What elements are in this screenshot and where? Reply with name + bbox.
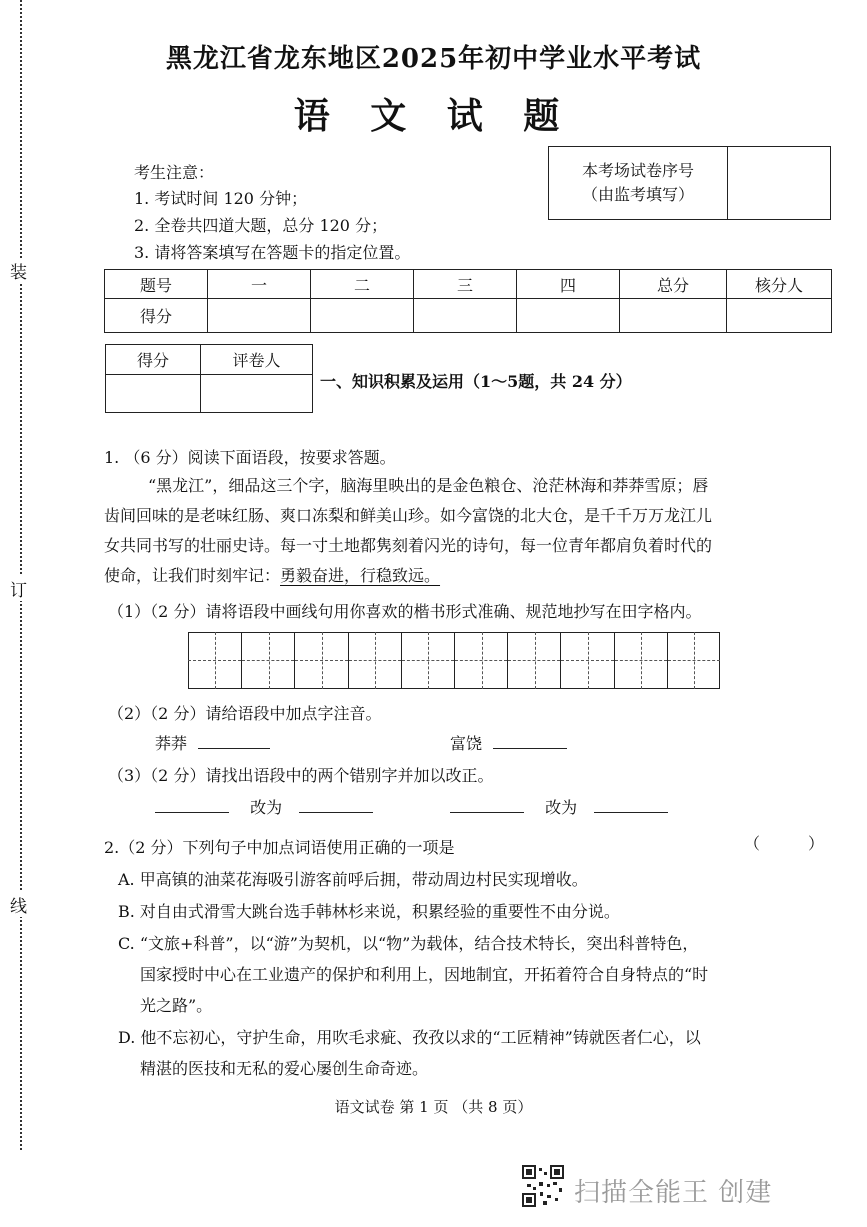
score-field[interactable] [414, 299, 517, 333]
score-header-cell: 核分人 [727, 270, 832, 299]
score-header-cell: 四 [517, 270, 620, 299]
score-field[interactable] [311, 299, 414, 333]
q2-option-c-line2: 国家授时中心在工业遗产的保护和利用上，因地制宜，开拓着符合自身特点的“时 [140, 965, 709, 984]
q1-sub2-item2 [450, 728, 567, 760]
section1-title: 一、知识积累及运用（1～5题，共 24 分） [320, 372, 632, 391]
q2-option-c-line1: C. “文旅+科普”，以“游”为契机，以“物”为载体，结合技术特长，突出科普特色， [118, 934, 699, 953]
pinyin-word-1: 莽莽 [155, 734, 188, 753]
scanner-watermark: 扫描全能王 创建 [574, 1178, 773, 1208]
q1-passage-line: “黑龙江”，细品这三个字，脑海里映出的是金色粮仓、沧茫林海和莽莽雪原；唇 [148, 476, 709, 495]
score-field[interactable] [208, 299, 311, 333]
q1-passage-last-line [104, 560, 440, 592]
tianzige-cell[interactable] [241, 632, 294, 689]
score-header-cell: 一 [208, 270, 311, 299]
seat-number-field[interactable] [728, 147, 831, 220]
score-field[interactable] [517, 299, 620, 333]
score-field[interactable] [620, 299, 727, 333]
tianzige-cell[interactable] [614, 632, 667, 689]
score-table [104, 269, 832, 333]
q2-stem: 2.（2 分）下列句子中加点词语使用正确的一项是 [104, 838, 455, 857]
correct-char-blank-2[interactable] [594, 794, 668, 813]
q2-option-d-line2: 精湛的医技和无私的爱心屡创生命奇迹。 [140, 1059, 429, 1078]
notice-item-3: 3. 请将答案填写在答题卡的指定位置。 [134, 243, 411, 262]
tianzige-cell[interactable] [294, 632, 347, 689]
grader-name-field[interactable] [201, 375, 313, 413]
change-to-label: 改为 [545, 798, 578, 817]
q2-answer-bracket[interactable]: （ ） [744, 834, 825, 853]
q2-option-b: B. 对自由式滑雪大跳台选手韩林杉来说，积累经验的重要性不由分说。 [118, 902, 620, 921]
score-header-cell: 三 [414, 270, 517, 299]
seat-label-line1: 本考场试卷序号 [581, 161, 694, 180]
correct-char-blank-1[interactable] [299, 794, 373, 813]
binding-char-zhuang: 装 [10, 258, 27, 283]
exam-title: 黑龙江省龙东地区2025年初中学业水平考试 [165, 44, 702, 74]
grader-score-field[interactable] [106, 375, 201, 413]
q1-sub1: （1）（2 分）请将语段中画线句用你喜欢的楷书形式准确、规范地抄写在田字格内。 [108, 602, 702, 621]
wrong-char-blank-1[interactable] [155, 794, 229, 813]
score-header-cell: 总分 [620, 270, 727, 299]
subject-title: 语 文 试 题 [293, 95, 574, 137]
binding-char-xian: 线 [10, 892, 27, 917]
tianzige-cell[interactable] [188, 632, 241, 689]
q1-sub3-pair1 [155, 792, 373, 824]
qr-code-icon [522, 1165, 564, 1207]
binding-char-ding: 订 [10, 576, 27, 601]
grader-name-label: 评卷人 [201, 345, 313, 375]
q1-passage-line: 女共同书写的壮丽史诗。每一寸土地都隽刻着闪光的诗句，每一位青年都肩负着时代的 [104, 536, 713, 555]
q1-passage-line: 齿间回味的是老味红肠、爽口冻梨和鲜美山珍。如今富饶的北大仓，是千千万万龙江儿 [104, 506, 713, 525]
pinyin-word-2: 富饶 [450, 734, 483, 753]
q1-stem: 1. （6 分）阅读下面语段，按要求答题。 [104, 448, 396, 467]
q2-option-c-line3: 光之路”。 [140, 996, 213, 1015]
seat-number-box [548, 146, 831, 220]
notice-item-1: 1. 考试时间 120 分钟； [134, 189, 308, 208]
tianzige-cell[interactable] [348, 632, 401, 689]
pinyin-blank-2[interactable] [493, 730, 567, 749]
tianzige-cell[interactable] [560, 632, 613, 689]
q1-sub2: （2）（2 分）请给语段中加点字注音。 [108, 704, 382, 723]
score-field[interactable] [727, 299, 832, 333]
score-header-cell: 二 [311, 270, 414, 299]
q1-sub3-pair2 [450, 792, 668, 824]
score-row-label: 得分 [105, 299, 208, 333]
notice-item-2: 2. 全卷共四道大题，总分 120 分； [134, 216, 388, 235]
tianzige-cell[interactable] [667, 632, 720, 689]
q2-option-a: A. 甲高镇的油菜花海吸引游客前呼后拥，带动周边村民实现增收。 [118, 870, 588, 889]
q2-option-d-line1: D. 他不忘初心，守护生命，用吹毛求疵、孜孜以求的“工匠精神”铸就医者仁心，以 [118, 1028, 701, 1047]
q1-underlined-sentence: 勇毅奋进，行稳致远。 [280, 566, 441, 585]
binding-dotted-line [20, 0, 22, 1150]
q1-sub3: （3）（2 分）请找出语段中的两个错别字并加以改正。 [108, 766, 494, 785]
page-footer: 语文试卷 第 1 页 （共 8 页） [334, 1098, 533, 1116]
wrong-char-blank-2[interactable] [450, 794, 524, 813]
tianzige-cell[interactable] [507, 632, 560, 689]
section1-grader-box [105, 344, 313, 413]
seat-label-line2: （由监考填写） [581, 185, 694, 204]
tianzige-cell[interactable] [454, 632, 507, 689]
notice-heading: 考生注意： [134, 163, 215, 182]
tianzige-cell[interactable] [401, 632, 454, 689]
pinyin-blank-1[interactable] [198, 730, 270, 749]
seat-number-label [549, 147, 728, 220]
q1-passage-prefix: 使命，让我们时刻牢记： [104, 566, 281, 585]
score-header-cell: 题号 [105, 270, 208, 299]
grader-score-label: 得分 [106, 345, 201, 375]
q1-sub2-item1 [155, 728, 270, 760]
change-to-label: 改为 [250, 798, 283, 817]
